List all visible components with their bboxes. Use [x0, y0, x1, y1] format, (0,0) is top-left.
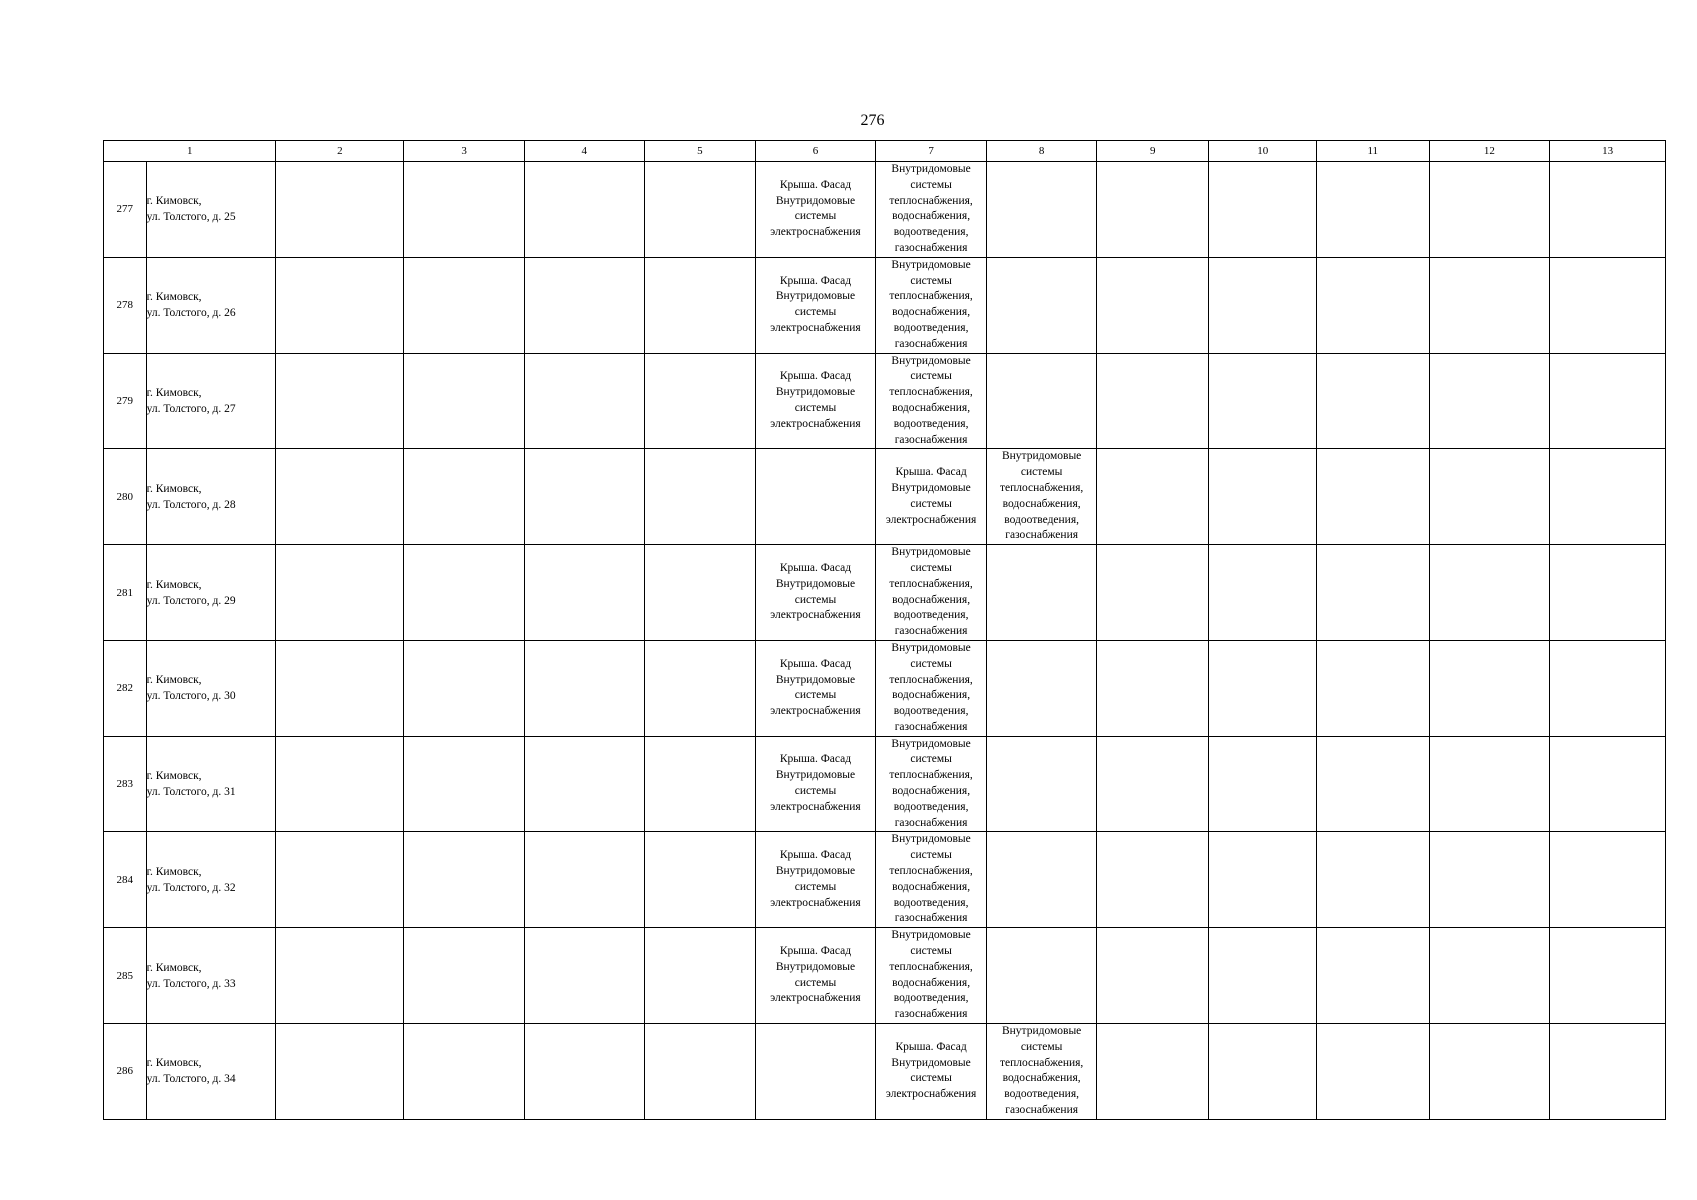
column-7-cell-text: Внутридомовые системы теплоснабжения, водоснабжения, водоотведения, газоснабжения: [889, 546, 973, 638]
table-row: [104, 928, 1666, 1024]
column-header: 2: [276, 141, 404, 162]
address-cell: [146, 928, 276, 1024]
column-5-cell: [644, 162, 756, 258]
address-cell-text: г. Кимовск, ул. Толстого, д. 30: [146, 674, 236, 703]
column-6-cell: [756, 640, 876, 736]
column-10-cell: [1209, 449, 1317, 545]
row-number-cell-text: 278: [116, 299, 134, 312]
column-11-cell: [1316, 257, 1429, 353]
address-cell-text: г. Кимовск, ул. Толстого, д. 33: [146, 961, 236, 990]
column-header: 4: [524, 141, 644, 162]
column-11-cell: [1316, 545, 1429, 641]
column-7-cell: [875, 162, 987, 258]
address-cell: [146, 545, 276, 641]
column-7-cell: [875, 353, 987, 449]
column-4-cell: [524, 832, 644, 928]
column-header: 10: [1209, 141, 1317, 162]
column-6-cell-text: Крыша. Фасад Внутридомовые системы электроснабжения: [770, 849, 861, 909]
column-12-cell: [1429, 353, 1550, 449]
column-3-cell: [404, 353, 525, 449]
column-10-cell: [1209, 736, 1317, 832]
column-9-cell: [1096, 1024, 1209, 1120]
column-6-cell-text: Крыша. Фасад Внутридомовые системы электроснабжения: [770, 753, 861, 813]
column-11-cell: [1316, 640, 1429, 736]
row-number-cell-text: 284: [116, 873, 134, 886]
address-cell-text: г. Кимовск, ул. Толстого, д. 32: [146, 865, 236, 894]
column-2-cell: [276, 1024, 404, 1120]
column-3-cell: [404, 928, 525, 1024]
column-3-cell: [404, 257, 525, 353]
column-5-cell: [644, 640, 756, 736]
column-8-cell: [987, 257, 1097, 353]
column-11-cell: [1316, 928, 1429, 1024]
address-cell-text: г. Кимовск, ул. Толстого, д. 34: [146, 1057, 236, 1086]
column-10-cell: [1209, 162, 1317, 258]
column-7-cell: [875, 257, 987, 353]
column-12-cell: [1429, 640, 1550, 736]
column-7-cell-text: Внутридомовые системы теплоснабжения, водоснабжения, водоотведения, газоснабжения: [889, 163, 973, 254]
column-13-cell: [1550, 832, 1666, 928]
table-row: [104, 736, 1666, 832]
column-header: 13: [1550, 141, 1666, 162]
column-6-cell: [756, 353, 876, 449]
column-12-cell: [1429, 1024, 1550, 1120]
column-6-cell: [756, 449, 876, 545]
column-6-cell-text: Крыша. Фасад Внутридомовые системы электроснабжения: [770, 274, 861, 334]
column-7-cell-text: Крыша. Фасад Внутридомовые системы электроснабжения: [885, 1040, 977, 1101]
column-5-cell: [644, 928, 756, 1024]
column-header: 5: [644, 141, 756, 162]
address-cell: [146, 162, 276, 258]
row-number-cell: [104, 1024, 147, 1120]
column-10-cell: [1209, 928, 1317, 1024]
column-6-cell: [756, 162, 876, 258]
address-cell-text: г. Кимовск, ул. Толстого, д. 29: [146, 578, 236, 607]
column-3-cell: [404, 449, 525, 545]
column-3-cell: [404, 162, 525, 258]
column-12-cell: [1429, 928, 1550, 1024]
table-row: [104, 162, 1666, 258]
column-header: 6: [756, 141, 876, 162]
column-8-cell: [987, 1024, 1097, 1120]
column-7-cell: [875, 545, 987, 641]
column-13-cell: [1550, 928, 1666, 1024]
column-7-cell: [875, 832, 987, 928]
column-9-cell: [1096, 832, 1209, 928]
address-cell-text: г. Кимовск, ул. Толстого, д. 28: [146, 482, 236, 511]
column-6-cell-text: Крыша. Фасад Внутридомовые системы электроснабжения: [770, 561, 861, 622]
column-10-cell: [1209, 257, 1317, 353]
column-4-cell: [524, 736, 644, 832]
column-2-cell: [276, 832, 404, 928]
address-cell: [146, 449, 276, 545]
column-10-cell: [1209, 1024, 1317, 1120]
address-cell-text: г. Кимовск, ул. Толстого, д. 26: [146, 291, 236, 320]
column-11-cell: [1316, 449, 1429, 545]
column-8-cell: [987, 736, 1097, 832]
column-6-cell: [756, 1024, 876, 1120]
table-row: [104, 640, 1666, 736]
column-10-cell: [1209, 832, 1317, 928]
column-11-cell: [1316, 353, 1429, 449]
column-6-cell-text: Крыша. Фасад Внутридомовые системы электроснабжения: [770, 370, 861, 430]
column-header: 7: [875, 141, 987, 162]
column-12-cell: [1429, 545, 1550, 641]
column-12-cell: [1429, 736, 1550, 832]
address-cell: [146, 353, 276, 449]
column-header: 12: [1429, 141, 1550, 162]
row-number-cell: [104, 545, 147, 641]
row-number-cell-text: 283: [116, 778, 134, 791]
column-9-cell: [1096, 928, 1209, 1024]
column-6-cell: [756, 736, 876, 832]
column-6-cell: [756, 257, 876, 353]
column-13-cell: [1550, 162, 1666, 258]
column-6-cell-text: Крыша. Фасад Внутридомовые системы электроснабжения: [770, 945, 861, 1005]
column-4-cell: [524, 640, 644, 736]
column-7-cell-text: Внутридомовые системы теплоснабжения, водоснабжения, водоотведения, газоснабжения: [889, 354, 973, 446]
column-9-cell: [1096, 162, 1209, 258]
column-12-cell: [1429, 449, 1550, 545]
row-number-cell: [104, 353, 147, 449]
row-number-cell: [104, 736, 147, 832]
row-number-cell-text: 277: [116, 203, 134, 216]
column-11-cell: [1316, 1024, 1429, 1120]
column-8-cell-text: Внутридомовые системы теплоснабжения, водоснабжения, водоотведения, газоснабжения: [999, 1025, 1084, 1117]
table-row: [104, 353, 1666, 449]
column-7-cell: [875, 449, 987, 545]
column-7-cell-text: Крыша. Фасад Внутридомовые системы электроснабжения: [885, 466, 977, 526]
column-7-cell-text: Внутридомовые системы теплоснабжения, водоснабжения, водоотведения, газоснабжения: [889, 929, 973, 1021]
column-4-cell: [524, 545, 644, 641]
address-cell: [146, 832, 276, 928]
column-7-cell: [875, 640, 987, 736]
row-number-cell-text: 285: [116, 969, 134, 982]
column-5-cell: [644, 545, 756, 641]
header-row: [104, 141, 1666, 162]
column-9-cell: [1096, 640, 1209, 736]
column-7-cell-text: Внутридомовые системы теплоснабжения, водоснабжения, водоотведения, газоснабжения: [889, 258, 973, 350]
column-6-cell: [756, 832, 876, 928]
column-8-cell: [987, 162, 1097, 258]
address-cell-text: г. Кимовск, ул. Толстого, д. 25: [146, 195, 236, 224]
column-2-cell: [276, 162, 404, 258]
column-13-cell: [1550, 545, 1666, 641]
column-6-cell-text: Крыша. Фасад Внутридомовые системы электроснабжения: [770, 178, 861, 239]
row-number-cell: [104, 928, 147, 1024]
column-header: 8: [987, 141, 1097, 162]
column-4-cell: [524, 162, 644, 258]
column-13-cell: [1550, 736, 1666, 832]
address-cell-text: г. Кимовск, ул. Толстого, д. 27: [146, 386, 236, 415]
column-12-cell: [1429, 162, 1550, 258]
repair-schedule-table: [103, 140, 1666, 1120]
column-5-cell: [644, 353, 756, 449]
table-row: [104, 545, 1666, 641]
table-row: [104, 449, 1666, 545]
column-8-cell: [987, 928, 1097, 1024]
column-7-cell-text: Внутридомовые системы теплоснабжения, водоснабжения, водоотведения, газоснабжения: [889, 737, 973, 829]
column-5-cell: [644, 736, 756, 832]
row-number-cell: [104, 640, 147, 736]
column-4-cell: [524, 257, 644, 353]
column-9-cell: [1096, 257, 1209, 353]
column-header: 1: [104, 141, 276, 162]
address-cell: [146, 257, 276, 353]
column-7-cell: [875, 1024, 987, 1120]
column-11-cell: [1316, 832, 1429, 928]
table-row: [104, 832, 1666, 928]
column-13-cell: [1550, 640, 1666, 736]
column-13-cell: [1550, 353, 1666, 449]
column-10-cell: [1209, 353, 1317, 449]
column-4-cell: [524, 1024, 644, 1120]
column-11-cell: [1316, 162, 1429, 258]
column-8-cell: [987, 449, 1097, 545]
column-header: 3: [404, 141, 525, 162]
column-9-cell: [1096, 353, 1209, 449]
address-cell: [146, 1024, 276, 1120]
table-row: [104, 1024, 1666, 1120]
column-2-cell: [276, 928, 404, 1024]
row-number-cell: [104, 449, 147, 545]
column-8-cell-text: Внутридомовые системы теплоснабжения, водоснабжения, водоотведения, газоснабжения: [999, 450, 1084, 542]
column-6-cell: [756, 545, 876, 641]
row-number-cell-text: 281: [116, 586, 134, 599]
column-8-cell: [987, 353, 1097, 449]
column-2-cell: [276, 353, 404, 449]
address-cell-text: г. Кимовск, ул. Толстого, д. 31: [146, 770, 236, 799]
column-5-cell: [644, 1024, 756, 1120]
column-2-cell: [276, 449, 404, 545]
column-5-cell: [644, 832, 756, 928]
column-5-cell: [644, 449, 756, 545]
column-9-cell: [1096, 736, 1209, 832]
row-number-cell-text: 279: [116, 394, 134, 407]
column-6-cell: [756, 928, 876, 1024]
column-4-cell: [524, 928, 644, 1024]
table-row: [104, 257, 1666, 353]
column-2-cell: [276, 257, 404, 353]
column-3-cell: [404, 1024, 525, 1120]
column-4-cell: [524, 353, 644, 449]
column-12-cell: [1429, 257, 1550, 353]
column-2-cell: [276, 736, 404, 832]
column-2-cell: [276, 545, 404, 641]
column-13-cell: [1550, 257, 1666, 353]
column-9-cell: [1096, 449, 1209, 545]
address-cell: [146, 736, 276, 832]
column-10-cell: [1209, 545, 1317, 641]
column-12-cell: [1429, 832, 1550, 928]
column-13-cell: [1550, 1024, 1666, 1120]
row-number-cell-text: 280: [116, 490, 134, 503]
column-5-cell: [644, 257, 756, 353]
column-8-cell: [987, 640, 1097, 736]
column-11-cell: [1316, 736, 1429, 832]
column-4-cell: [524, 449, 644, 545]
page-number: 276: [860, 112, 885, 129]
column-header: 9: [1096, 141, 1209, 162]
column-8-cell: [987, 832, 1097, 928]
row-number-cell: [104, 832, 147, 928]
column-7-cell-text: Внутридомовые системы теплоснабжения, водоснабжения, водоотведения, газоснабжения: [889, 641, 973, 733]
column-3-cell: [404, 545, 525, 641]
column-3-cell: [404, 736, 525, 832]
column-3-cell: [404, 640, 525, 736]
column-13-cell: [1550, 449, 1666, 545]
column-7-cell: [875, 928, 987, 1024]
address-cell: [146, 640, 276, 736]
column-6-cell-text: Крыша. Фасад Внутридомовые системы электроснабжения: [770, 657, 861, 718]
column-10-cell: [1209, 640, 1317, 736]
column-header: 11: [1316, 141, 1429, 162]
column-9-cell: [1096, 545, 1209, 641]
row-number-cell-text: 286: [116, 1065, 134, 1078]
column-2-cell: [276, 640, 404, 736]
column-8-cell: [987, 545, 1097, 641]
column-7-cell: [875, 736, 987, 832]
row-number-cell: [104, 162, 147, 258]
column-7-cell-text: Внутридомовые системы теплоснабжения, водоснабжения, водоотведения, газоснабжения: [889, 833, 973, 925]
row-number-cell: [104, 257, 147, 353]
column-3-cell: [404, 832, 525, 928]
row-number-cell-text: 282: [116, 682, 134, 695]
